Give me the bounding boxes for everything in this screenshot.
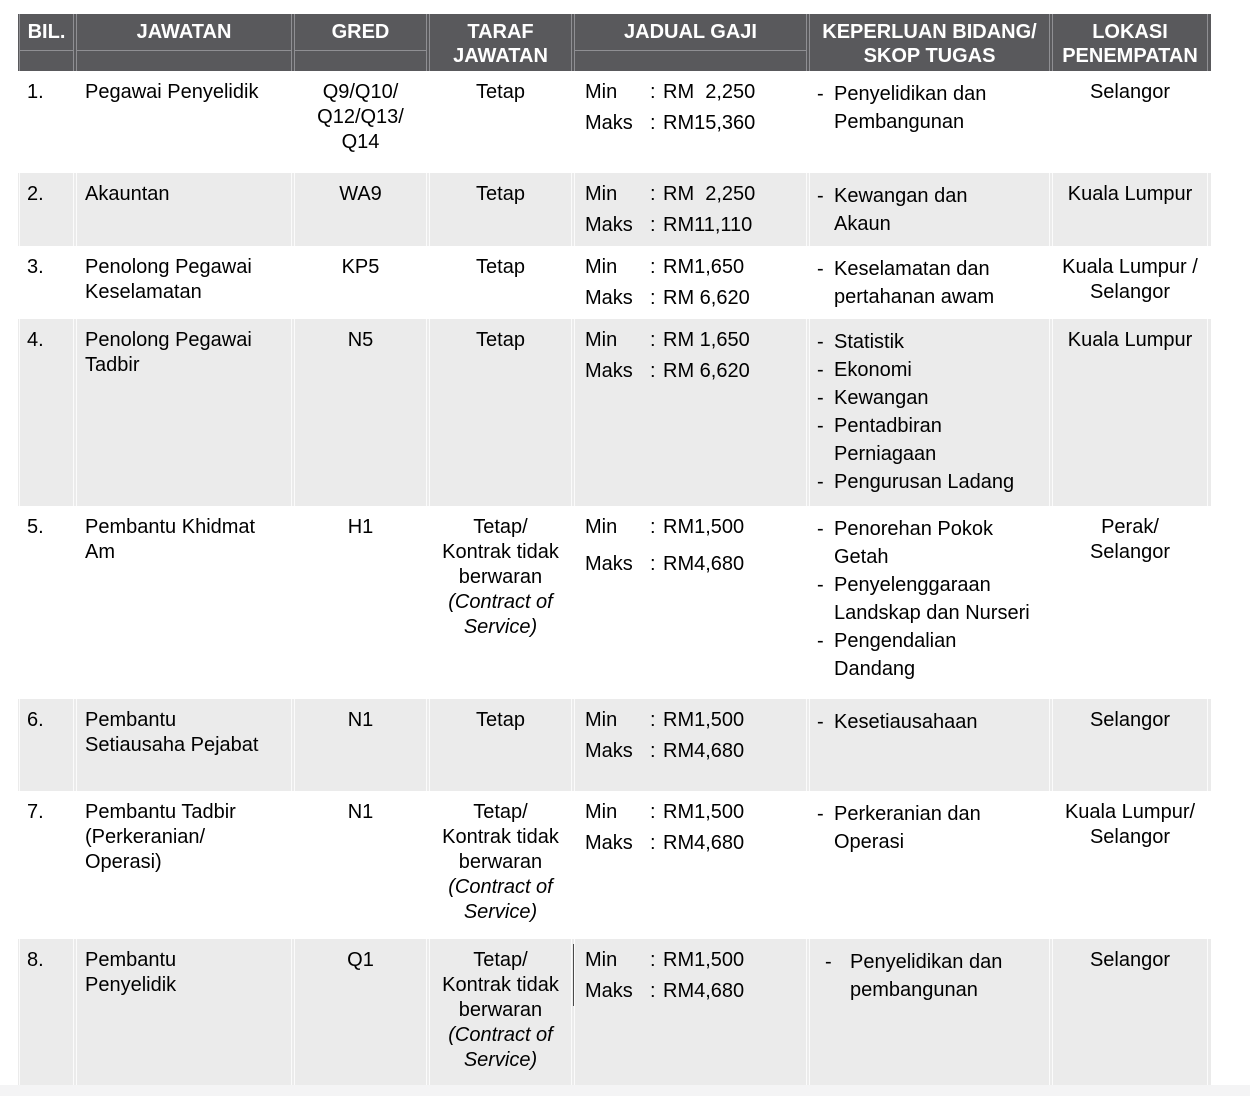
bullet-dash: - (817, 331, 824, 353)
colon: : (650, 801, 656, 823)
bullet-dash: - (817, 471, 824, 493)
gred-cell: H1 (294, 506, 427, 699)
header-lokasi (1052, 14, 1208, 71)
table-row (18, 506, 1211, 699)
bullet-dash: - (825, 951, 832, 973)
header-label: KEPERLUAN BIDANG/ SKOP TUGAS (822, 21, 1037, 67)
header-bil (19, 14, 74, 71)
jadual-gaji-cell (574, 173, 807, 246)
row-number: 1. (19, 71, 74, 173)
skop-text: Pentadbiran Perniagaan (834, 415, 942, 465)
taraf-text: Tetap (476, 81, 525, 103)
maks-value: RM4,680 (663, 832, 745, 854)
min-label: Min (585, 801, 618, 823)
colon: : (650, 949, 656, 971)
row-number: 6. (19, 699, 74, 791)
lokasi-cell: Kuala Lumpur (1052, 319, 1208, 506)
bullet-dash: - (817, 518, 824, 540)
taraf-text: Tetap/ Kontrak tidak berwaran (442, 801, 559, 873)
header-label: JADUAL GAJI (624, 21, 757, 43)
page-footer-strip (0, 1085, 1250, 1096)
colon: : (650, 740, 656, 762)
skop-text: Keselamatan dan pertahanan awam (834, 258, 995, 308)
maks-value: RM 6,620 (663, 360, 750, 382)
skop-text: Penorehan Pokok Getah (834, 518, 994, 568)
row-number: 5. (19, 506, 74, 699)
skop-item (817, 384, 1045, 412)
maks-label: Maks (585, 360, 633, 382)
taraf-cell (429, 173, 572, 246)
header-label: TARAF JAWATAN (453, 21, 548, 67)
skop-item (817, 255, 1045, 311)
gaji-min-line (585, 255, 806, 280)
min-label: Min (585, 709, 618, 731)
gaji-min-line (585, 80, 806, 105)
maks-label: Maks (585, 112, 633, 134)
colon: : (650, 287, 656, 309)
gred-cell: N1 (294, 699, 427, 791)
table-row (18, 71, 1211, 173)
header-gaji (574, 14, 807, 71)
maks-label: Maks (585, 287, 633, 309)
row-number: 7. (19, 791, 74, 939)
table-row (18, 939, 1211, 1085)
taraf-cell (429, 939, 572, 1085)
lokasi-cell: Selangor (1052, 71, 1208, 173)
gaji-min-line (585, 515, 806, 540)
skop-item (817, 515, 1045, 571)
jawatan-cell: Pegawai Penyelidik (76, 71, 292, 173)
maks-value: RM4,680 (663, 980, 745, 1002)
header-gred (294, 14, 427, 71)
jadual-gaji-cell (574, 791, 807, 939)
lokasi-cell: Selangor (1052, 939, 1208, 1085)
gaji-maks-line (585, 286, 806, 311)
bullet-dash: - (817, 359, 824, 381)
skop-item (817, 800, 1045, 856)
skop-item (817, 627, 1045, 683)
skop-text: Penyelenggaraan Landskap dan Nurseri (834, 574, 1030, 624)
header-skop (809, 14, 1050, 71)
skop-text: Kewangan (834, 387, 929, 409)
colon: : (650, 329, 656, 351)
row-number: 4. (19, 319, 74, 506)
maks-label: Maks (585, 980, 633, 1002)
maks-value: RM 6,620 (663, 287, 750, 309)
skop-text: Statistik (834, 331, 905, 353)
skop-item (817, 356, 1045, 384)
skop-text: Penyelidikan dan Pembangunan (834, 83, 987, 133)
table-row (18, 699, 1211, 791)
maks-value: RM15,360 (663, 112, 756, 134)
jadual-gaji-cell (574, 319, 807, 506)
taraf-text: Tetap (476, 256, 525, 278)
min-value: RM1,500 (663, 949, 745, 971)
jawatan-cell: Pembantu Tadbir (Perkeranian/ Operasi) (76, 791, 292, 939)
skop-item (817, 80, 1045, 136)
lokasi-cell: Kuala Lumpur / Selangor (1052, 246, 1208, 319)
skop-item (817, 708, 1045, 736)
taraf-text: Tetap/ Kontrak tidak berwaran (442, 516, 559, 588)
skop-item (817, 571, 1045, 627)
skop-text: Ekonomi (834, 359, 912, 381)
skop-text: Penyelidikan dan pembangunan (850, 951, 1003, 1001)
maks-label: Maks (585, 832, 633, 854)
skop-item (817, 468, 1045, 496)
table-row (18, 319, 1211, 506)
min-value: RM 2,250 (663, 183, 756, 205)
taraf-cell (429, 699, 572, 791)
min-label: Min (585, 183, 618, 205)
colon: : (650, 516, 656, 538)
taraf-cell (429, 791, 572, 939)
skop-text: Pengurusan Ladang (834, 471, 1015, 493)
skop-item (817, 412, 1045, 468)
bullet-dash: - (817, 803, 824, 825)
colon: : (650, 112, 656, 134)
gred-cell: KP5 (294, 246, 427, 319)
skop-cell (809, 173, 1050, 246)
min-value: RM 1,650 (663, 329, 750, 351)
jadual-gaji-cell (574, 506, 807, 699)
skop-item (817, 182, 1045, 238)
jadual-gaji-cell (574, 71, 807, 173)
gaji-min-line (585, 328, 806, 353)
skop-cell (809, 939, 1050, 1085)
skop-cell (809, 506, 1050, 699)
skop-cell (809, 319, 1050, 506)
maks-label: Maks (585, 553, 633, 575)
gaji-maks-line (585, 359, 806, 384)
colon: : (650, 256, 656, 278)
gaji-maks-line (585, 111, 806, 136)
maks-label: Maks (585, 214, 633, 236)
min-value: RM1,650 (663, 256, 745, 278)
gaji-maks-line (585, 739, 806, 764)
header-label: LOKASI PENEMPATAN (1062, 21, 1198, 67)
bullet-dash: - (817, 387, 824, 409)
row-number: 3. (19, 246, 74, 319)
colon: : (650, 709, 656, 731)
skop-text: Kewangan dan Akaun (834, 185, 968, 235)
min-value: RM1,500 (663, 709, 745, 731)
row-number: 8. (19, 939, 74, 1085)
table-row (18, 246, 1211, 319)
min-label: Min (585, 81, 618, 103)
gaji-min-line (585, 948, 806, 973)
lokasi-cell: Selangor (1052, 699, 1208, 791)
bullet-dash: - (817, 415, 824, 437)
min-value: RM1,500 (663, 516, 745, 538)
jawatan-cell: Pembantu Setiausaha Pejabat (76, 699, 292, 791)
taraf-english-note: (Contract of Service) (448, 591, 553, 638)
header-label: BIL. (27, 21, 66, 43)
colon: : (650, 214, 656, 236)
taraf-text: Tetap (476, 709, 525, 731)
jawatan-cell: Pembantu Khidmat Am (76, 506, 292, 699)
vacancy-table (18, 14, 1211, 1085)
header-jawatan (76, 14, 292, 71)
header-label: GRED (331, 21, 390, 43)
gaji-min-line (585, 800, 806, 825)
bullet-dash: - (817, 574, 824, 596)
min-label: Min (585, 256, 618, 278)
lokasi-cell: Kuala Lumpur/ Selangor (1052, 791, 1208, 939)
jawatan-cell: Pembantu Penyelidik (76, 939, 292, 1085)
jawatan-cell: Akauntan (76, 173, 292, 246)
gred-cell: WA9 (294, 173, 427, 246)
skop-item (817, 328, 1045, 356)
gred-cell: Q1 (294, 939, 427, 1085)
bullet-dash: - (817, 711, 824, 733)
taraf-text: Tetap/ Kontrak tidak berwaran (442, 949, 559, 1021)
taraf-english-note: (Contract of Service) (448, 876, 553, 923)
skop-cell (809, 71, 1050, 173)
colon: : (650, 832, 656, 854)
min-value: RM1,500 (663, 801, 745, 823)
bullet-dash: - (817, 630, 824, 652)
bullet-dash: - (817, 258, 824, 280)
min-label: Min (585, 329, 618, 351)
bullet-dash: - (817, 185, 824, 207)
gred-cell: N5 (294, 319, 427, 506)
row-number: 2. (19, 173, 74, 246)
maks-value: RM4,680 (663, 740, 745, 762)
min-value: RM 2,250 (663, 81, 756, 103)
gaji-maks-line (585, 831, 806, 856)
skop-item (817, 948, 1045, 1004)
min-label: Min (585, 516, 618, 538)
min-label: Min (585, 949, 618, 971)
jawatan-cell: Penolong Pegawai Keselamatan (76, 246, 292, 319)
taraf-english-note: (Contract of Service) (448, 1024, 553, 1071)
gaji-min-line (585, 182, 806, 207)
maks-value: RM4,680 (663, 553, 745, 575)
lokasi-cell: Perak/ Selangor (1052, 506, 1208, 699)
maks-label: Maks (585, 740, 633, 762)
gaji-min-line (585, 708, 806, 733)
table-row (18, 173, 1211, 246)
skop-cell (809, 246, 1050, 319)
skop-cell (809, 791, 1050, 939)
gaji-maks-line (585, 979, 806, 1004)
taraf-cell (429, 319, 572, 506)
maks-value: RM11,110 (663, 214, 753, 236)
header-label: JAWATAN (136, 21, 232, 43)
colon: : (650, 183, 656, 205)
skop-cell (809, 699, 1050, 791)
lokasi-cell: Kuala Lumpur (1052, 173, 1208, 246)
skop-text: Perkeranian dan Operasi (834, 803, 981, 853)
jawatan-cell: Penolong Pegawai Tadbir (76, 319, 292, 506)
table-header (18, 14, 1211, 71)
skop-text: Pengendalian Dandang (834, 630, 957, 680)
colon: : (650, 360, 656, 382)
gred-cell: Q9/Q10/ Q12/Q13/ Q14 (294, 71, 427, 173)
bullet-dash: - (817, 83, 824, 105)
gaji-maks-line (585, 213, 806, 238)
taraf-cell (429, 506, 572, 699)
jadual-gaji-cell (574, 939, 807, 1085)
colon: : (650, 980, 656, 1002)
gaji-maks-line (585, 552, 806, 577)
gred-cell: N1 (294, 791, 427, 939)
taraf-cell (429, 71, 572, 173)
skop-text: Kesetiausahaan (834, 711, 978, 733)
jadual-gaji-cell (574, 246, 807, 319)
taraf-text: Tetap (476, 183, 525, 205)
header-taraf (429, 14, 572, 71)
taraf-text: Tetap (476, 329, 525, 351)
table-body (18, 71, 1211, 1085)
taraf-cell (429, 246, 572, 319)
jadual-gaji-cell (574, 699, 807, 791)
colon: : (650, 81, 656, 103)
colon: : (650, 553, 656, 575)
table-row (18, 791, 1211, 939)
